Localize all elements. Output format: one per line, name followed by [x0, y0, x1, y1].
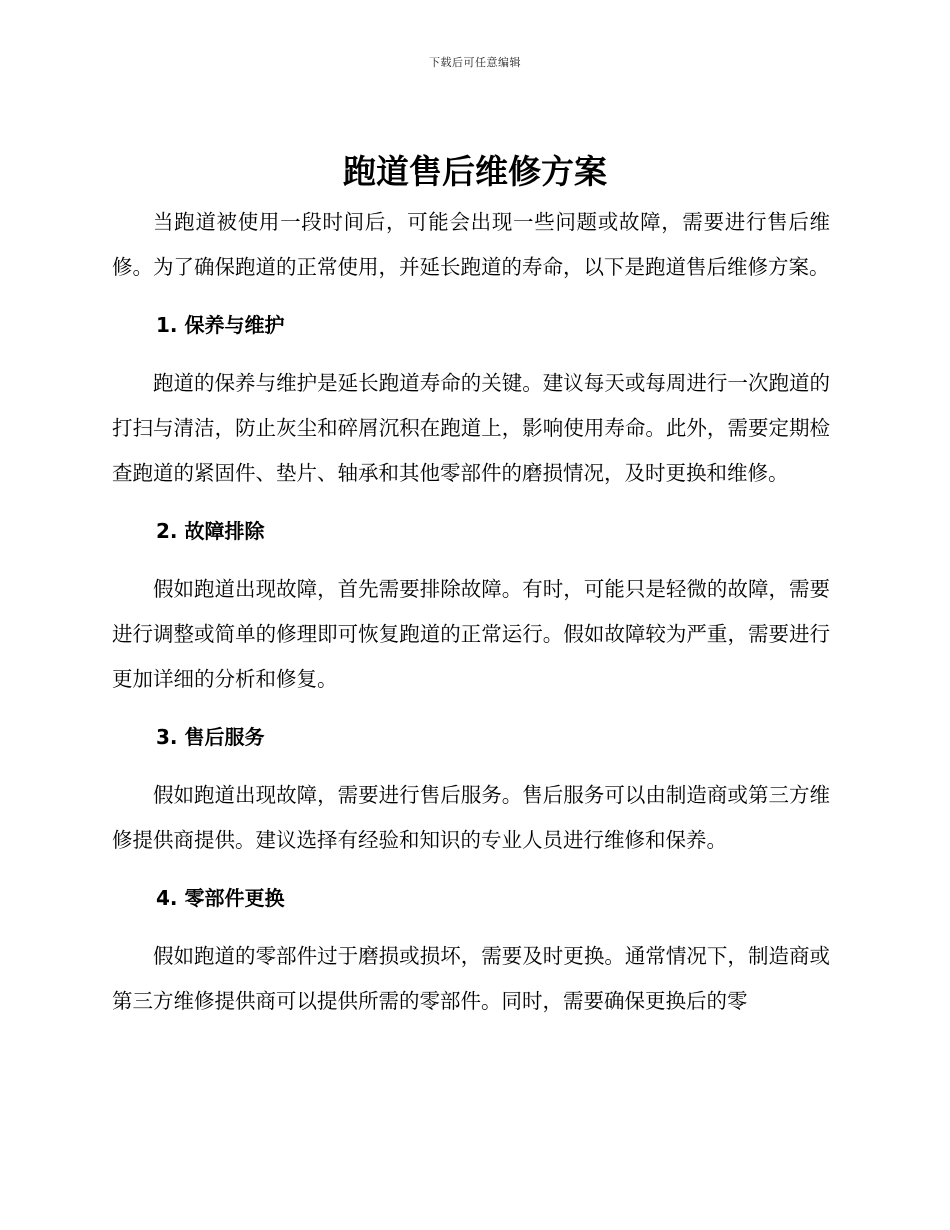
- section-heading-1: 1. 保养与维护: [156, 313, 285, 337]
- intro-paragraph: 当跑道被使用一段时间后，可能会出现一些问题或故障，需要进行售后维修。为了确保跑道的正常使用，并延长跑道的寿命，以下是跑道售后维修方案。: [112, 210, 830, 279]
- section-heading-2: 2. 故障排除: [156, 519, 265, 543]
- document-title: 跑道售后维修方案: [343, 152, 607, 191]
- section-heading-3: 3. 售后服务: [156, 725, 265, 749]
- section-body-1: 跑道的保养与维护是延长跑道寿命的关键。建议每天或每周进行一次跑道的打扫与清洁，防止灰尘和碎屑沉积在跑道上，影响使用寿命。此外，需要定期检查跑道的紧固件、垫片、轴承和其他零部件的磨损情况，及时更换和维修。: [112, 371, 830, 485]
- section-body-2: 假如跑道出现故障，首先需要排除故障。有时，可能只是轻微的故障，需要进行调整或简单的修理即可恢复跑道的正常运行。假如故障较为严重，需要进行更加详细的分析和修复。: [112, 577, 830, 691]
- section-body-3: 假如跑道出现故障，需要进行售后服务。售后服务可以由制造商或第三方维修提供商提供。建议选择有经验和知识的专业人员进行维修和保养。: [112, 783, 830, 852]
- page-header-note: 下载后可任意编辑: [429, 56, 521, 69]
- section-body-4: 假如跑道的零部件过于磨损或损坏，需要及时更换。通常情况下，制造商或第三方维修提供商可以提供所需的零部件。同时，需要确保更换后的零: [112, 944, 830, 1013]
- section-heading-4: 4. 零部件更换: [156, 886, 285, 910]
- document-body: [112, 200, 830, 1024]
